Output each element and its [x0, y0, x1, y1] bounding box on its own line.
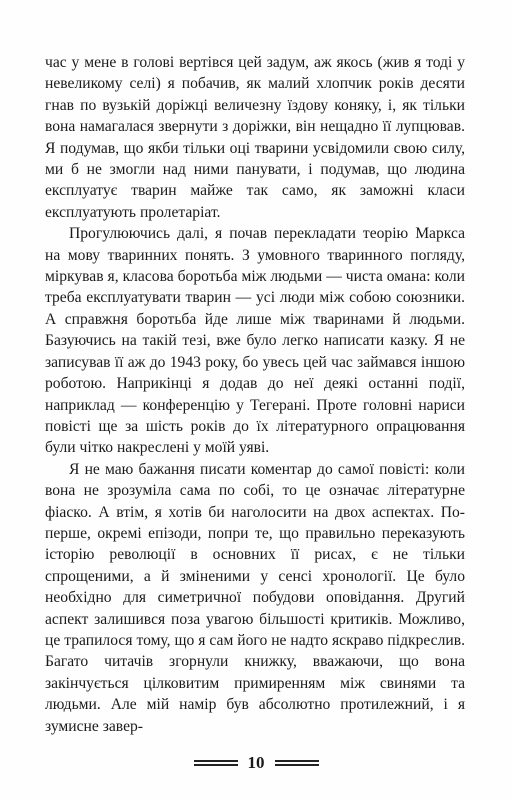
paragraph-1: час у мене в голові вертівся цей задум, аж якось (жив я тоді у невеликому селі) я побачив, як малий хлопчик років десяти гнав по вузькій доріжці величезну їздову коняку, і, як тільки вона намагалася звернути з доріжки, він нещадно її лупцював. Я подумав, що якби тільки оці тварини усвідомили свою силу, ми б не змогли над ними панувати, і подумав, що людина експлуатує тварин майже так само, як заможні класи експлуатують пролетаріат.	[45, 54, 465, 221]
right-ornament-rule	[275, 759, 319, 767]
left-ornament-rule	[194, 759, 238, 767]
page-footer	[0, 748, 512, 778]
paragraph-2: Прогулюючись далі, я почав перекладати теорію Маркса на мову тваринних понять. З умовного тваринного погляду, міркував я, класова боротьба між людьми — чиста омана: коли треба експлуатувати тварин — усі люди між собою союзники. А справжня боротьба йде лише між тваринами й людьми. Базуючись на такій тезі, вже було легко написати казку. Я не записував її аж до 1943 року, бо увесь цей час займався іншою роботою. Наприкінці я додав до неї деякі останні події, наприклад — конференцію у Тегерані. Проте головні нариси повісті ще за шість років до їх літературного опрацювання були чітко накреслені у моїй уяві.	[45, 225, 465, 457]
page-number: 10	[247, 753, 265, 772]
paragraph-3: Я не маю бажання писати коментар до самої повісті: коли вона не зрозуміла сама по собі, то це означає літературне фіаско. А втім, я хотів би наголосити на двох аспектах. По-перше, окремі епізоди, попри те, що правильно переказують історію революції в основних її рисах, є не тільки спрощеними, а й зміненими у сенсі хронології. Це було необхідно для симетричної побудови оповідання. Другий аспект залишився поза увагою більшості критиків. Можливо, це трапилося тому, що я сам його не надто яскраво підкреслив. Багато читачів згорнули книжку, вважаючи, що вона закінчується цілковитим примиренням між свинями та людьми. Але мій намір був абсолютно протилежний, і я зумисне завер-	[45, 460, 465, 735]
body-text	[45, 52, 465, 737]
